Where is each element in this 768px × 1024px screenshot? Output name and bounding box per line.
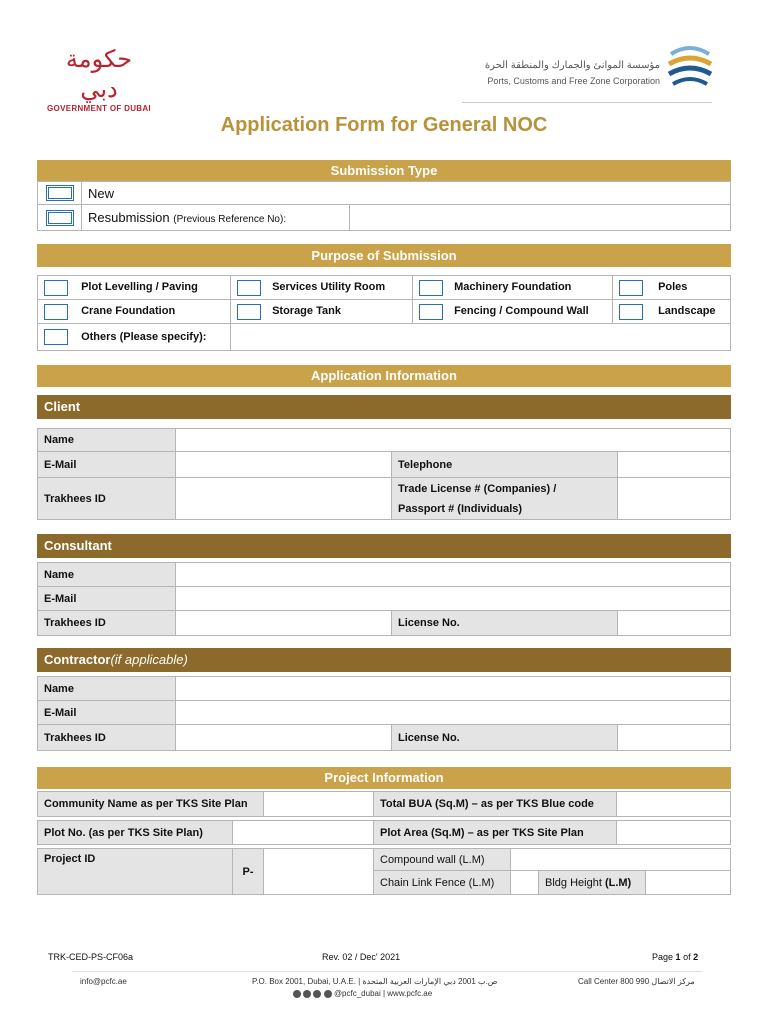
- community-name-field[interactable]: [264, 792, 374, 817]
- purpose-option-others: [38, 324, 231, 351]
- project-id-field[interactable]: [264, 849, 374, 895]
- client-telephone-label: Telephone: [392, 452, 618, 478]
- social-handle[interactable]: @pcfc_dubai | www.pcfc.ae: [333, 989, 433, 998]
- trade-license-line: Trade License # (Companies) /: [398, 482, 557, 495]
- community-name-label: Community Name as per TKS Site Plan: [38, 792, 264, 817]
- form-code: TRK-CED-PS-CF06a: [48, 952, 134, 962]
- pcfc-logo: [460, 44, 715, 92]
- bldg-height-unit: (L.M): [604, 876, 632, 889]
- new-label: New: [82, 182, 731, 205]
- purpose-checkbox[interactable]: [237, 280, 261, 296]
- consultant-trakhees-field[interactable]: [176, 611, 392, 636]
- contractor-license-label: License No.: [392, 725, 618, 751]
- chain-link-label: Chain Link Fence (L.M): [374, 871, 511, 895]
- purpose-checkbox[interactable]: [419, 304, 443, 320]
- purpose-option-label: Plot Levelling / Paving: [81, 281, 198, 294]
- client-telephone-field[interactable]: [618, 452, 731, 478]
- pcfc-arabic-name: مؤسسة الموانئ والجمارك والمنطقة الحرة: [484, 60, 660, 71]
- page-number: [652, 952, 698, 962]
- government-logo-arabic: حكومة دبي: [65, 45, 133, 103]
- client-name-label: Name: [38, 429, 176, 452]
- purpose-option: [38, 276, 231, 300]
- application-info-header: Application Information: [37, 365, 731, 387]
- project-id-label: Project ID: [38, 849, 233, 895]
- purpose-header: Purpose of Submission: [37, 244, 731, 267]
- client-email-field[interactable]: [176, 452, 392, 478]
- purpose-checkbox[interactable]: [419, 280, 443, 296]
- project-info-header: Project Information: [37, 767, 731, 789]
- purpose-option: [231, 276, 413, 300]
- client-header: Client: [37, 395, 731, 419]
- contractor-trakhees-label: Trakhees ID: [38, 725, 176, 751]
- pcfc-emblem-icon: [665, 44, 715, 92]
- consultant-license-label: License No.: [392, 611, 618, 636]
- client-trade-license-field[interactable]: [618, 478, 731, 520]
- contractor-name-label: Name: [38, 677, 176, 701]
- purpose-option: [413, 276, 613, 300]
- revision: Rev. 02 / Dec' 2021: [322, 952, 401, 962]
- project-table-plot: [37, 820, 731, 845]
- purpose-option-label: Storage Tank: [272, 305, 341, 318]
- client-trakhees-label: Trakhees ID: [38, 478, 176, 520]
- header-divider: [462, 102, 712, 103]
- purpose-option-label: Services Utility Room: [272, 281, 386, 294]
- page-title: Application Form for General NOC: [220, 114, 548, 136]
- passport-line: Passport # (Individuals): [398, 502, 523, 515]
- compound-wall-field[interactable]: [511, 849, 731, 871]
- purpose-table: [37, 275, 731, 351]
- bldg-height-text: Bldg Height: [545, 876, 602, 889]
- plot-no-field[interactable]: [233, 821, 374, 845]
- client-trakhees-field[interactable]: [176, 478, 392, 520]
- footer-address: P.O. Box 2001, Dubai, U.A.E. | ص.ب 2001 دبي الإمارات العربية المتحدة: [252, 977, 498, 986]
- submission-type-table: [37, 181, 731, 231]
- compound-wall-label: Compound wall (L.M): [374, 849, 511, 871]
- total-bua-label: Total BUA (Sq.M) – as per TKS Blue code: [374, 792, 617, 817]
- project-table-top: [37, 791, 731, 817]
- plot-area-field[interactable]: [617, 821, 731, 845]
- purpose-option-label: Fencing / Compound Wall: [454, 305, 589, 318]
- page-of: of: [683, 952, 691, 962]
- project-id-prefix: P-: [233, 849, 264, 895]
- purpose-option-label: Crane Foundation: [81, 305, 176, 318]
- purpose-option: [38, 300, 231, 324]
- consultant-header: Consultant: [37, 534, 731, 558]
- contractor-header: [37, 648, 731, 672]
- total-bua-field[interactable]: [617, 792, 731, 817]
- purpose-option-label: Machinery Foundation: [454, 281, 572, 294]
- government-logo-english: GOVERNMENT OF DUBAI: [47, 104, 151, 113]
- contractor-table: [37, 676, 731, 751]
- purpose-option-label: Poles: [658, 281, 688, 294]
- purpose-option: [231, 300, 413, 324]
- bldg-height-field[interactable]: [646, 871, 731, 895]
- client-email-label: E-Mail: [38, 452, 176, 478]
- plot-area-label: Plot Area (Sq.M) – as per TKS Site Plan: [374, 821, 617, 845]
- resubmission-checkbox[interactable]: [46, 210, 74, 226]
- client-trade-license-label: [392, 478, 618, 520]
- consultant-license-field[interactable]: [618, 611, 731, 636]
- purpose-checkbox[interactable]: [44, 304, 68, 320]
- contractor-heading-note: (if applicable): [110, 652, 188, 667]
- client-name-field[interactable]: [176, 429, 731, 452]
- contractor-trakhees-field[interactable]: [176, 725, 392, 751]
- contractor-heading-text: Contractor: [44, 652, 111, 667]
- purpose-option: [613, 300, 731, 324]
- purpose-option: [413, 300, 613, 324]
- others-specify-field[interactable]: [231, 324, 731, 351]
- previous-reference-field[interactable]: [350, 205, 731, 231]
- purpose-checkbox[interactable]: [619, 304, 643, 320]
- footer-email[interactable]: info@pcfc.ae: [80, 977, 127, 986]
- contractor-license-field[interactable]: [618, 725, 731, 751]
- linkedin-icon[interactable]: [324, 990, 332, 998]
- footer-call-center: Call Center 800 990 مركز الاتصال: [578, 977, 695, 986]
- purpose-checkbox[interactable]: [619, 280, 643, 296]
- purpose-option: [613, 276, 731, 300]
- footer-social: [293, 989, 432, 998]
- consultant-trakhees-label: Trakhees ID: [38, 611, 176, 636]
- submission-type-header: Submission Type: [37, 160, 731, 181]
- consultant-table: [37, 562, 731, 636]
- government-logo: [44, 44, 154, 113]
- instagram-icon[interactable]: [293, 990, 301, 998]
- resubmission-note: (Previous Reference No):: [173, 214, 287, 225]
- facebook-icon[interactable]: [313, 990, 321, 998]
- resubmission-label: [82, 205, 350, 231]
- purpose-checkbox[interactable]: [237, 304, 261, 320]
- contractor-email-field[interactable]: [176, 701, 731, 725]
- page-total: 2: [693, 952, 699, 962]
- others-checkbox[interactable]: [44, 329, 68, 345]
- consultant-email-field[interactable]: [176, 587, 731, 611]
- consultant-name-label: Name: [38, 563, 176, 587]
- page-current: 1: [675, 952, 681, 962]
- consultant-name-field[interactable]: [176, 563, 731, 587]
- purpose-checkbox[interactable]: [44, 280, 68, 296]
- consultant-email-label: E-Mail: [38, 587, 176, 611]
- pcfc-english-name: Ports, Customs and Free Zone Corporation: [487, 76, 660, 86]
- contractor-email-label: E-Mail: [38, 701, 176, 725]
- others-label: Others (Please specify):: [81, 330, 207, 343]
- chain-link-field[interactable]: [511, 871, 539, 895]
- purpose-option-label: Landscape: [658, 305, 716, 318]
- new-checkbox[interactable]: [46, 185, 74, 201]
- footer-divider: [72, 971, 702, 972]
- contractor-name-field[interactable]: [176, 677, 731, 701]
- page-prefix: Page: [652, 952, 674, 962]
- resubmission-text: Resubmission: [88, 210, 170, 225]
- plot-no-label: Plot No. (as per TKS Site Plan): [38, 821, 233, 845]
- bldg-height-label: [539, 871, 646, 895]
- project-table-id: [37, 848, 731, 895]
- client-table: [37, 428, 731, 520]
- twitter-icon[interactable]: [303, 990, 311, 998]
